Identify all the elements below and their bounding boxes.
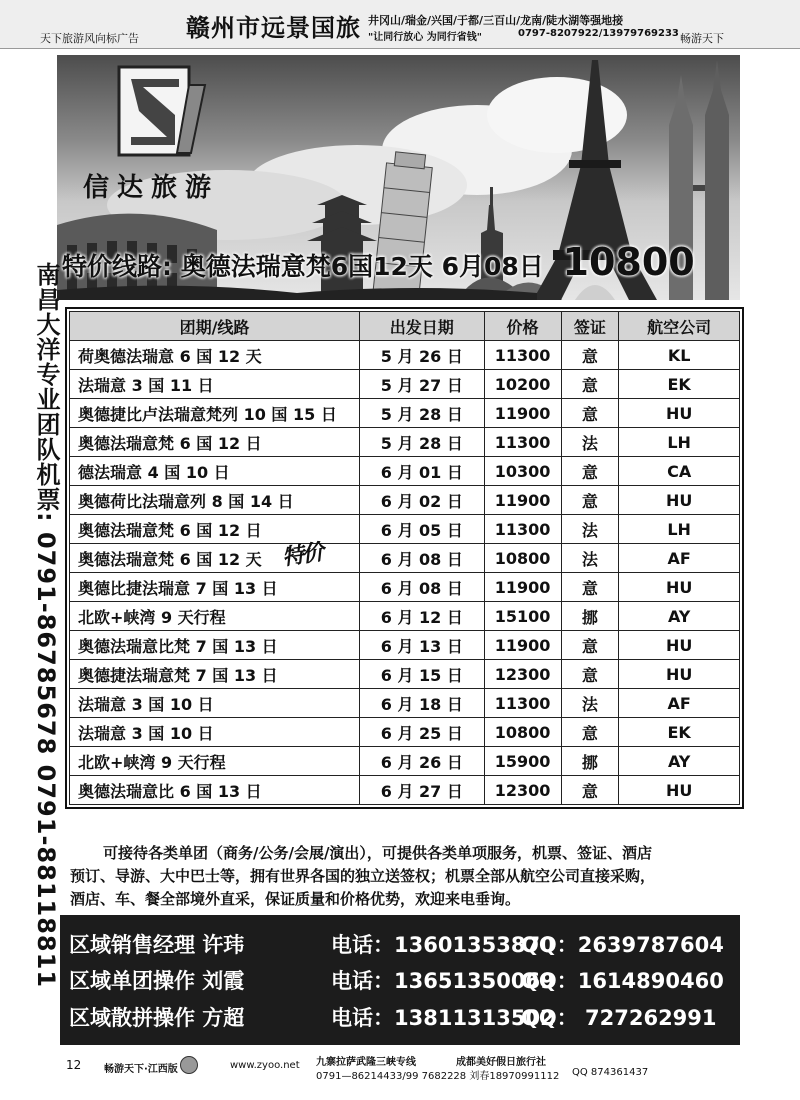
special-date: 6月08日 <box>441 252 544 281</box>
airline-cell: HU <box>619 399 740 428</box>
airline-cell: CA <box>619 457 740 486</box>
table-row <box>70 341 740 370</box>
airline-cell: AY <box>619 747 740 776</box>
price-cell: 11300 <box>484 341 561 370</box>
table-row <box>70 515 740 544</box>
date-cell: 6 月 08 日 <box>360 544 485 573</box>
table-row <box>70 399 740 428</box>
header-date: 出发日期 <box>360 312 485 341</box>
price-cell: 12300 <box>484 660 561 689</box>
airline-cell: EK <box>619 718 740 747</box>
visa-cell: 法 <box>561 515 619 544</box>
header-airline: 航空公司 <box>619 312 740 341</box>
route-cell: 荷奥德法瑞意 6 国 12 天 <box>70 341 360 370</box>
visa-cell: 意 <box>561 457 619 486</box>
table-row <box>70 631 740 660</box>
contact-role: 区域单团操作 刘霞 <box>69 969 245 993</box>
airline-cell: EK <box>619 370 740 399</box>
route-cell: 北欧+峡湾 9 天行程 <box>70 602 360 631</box>
special-offer-banner <box>62 240 695 284</box>
side-ticket-hotline: 南昌大洋专业团队机票: 0791-86785678 0791-88118811 <box>32 262 60 989</box>
date-cell: 6 月 25 日 <box>360 718 485 747</box>
date-cell: 5 月 28 日 <box>360 399 485 428</box>
footer-ad-agency: 成都美好假日旅行社 <box>456 1057 546 1068</box>
price-cell: 11900 <box>484 573 561 602</box>
price-cell: 11300 <box>484 689 561 718</box>
table-header-row <box>70 312 740 341</box>
date-cell: 6 月 08 日 <box>360 573 485 602</box>
date-cell: 5 月 26 日 <box>360 341 485 370</box>
route-cell <box>70 539 360 573</box>
header-route: 团期/线路 <box>70 312 360 341</box>
website-link[interactable]: www.zyoo.net <box>230 1060 300 1071</box>
table-row <box>70 486 740 515</box>
route-cell: 奥德捷比卢法瑞意梵列 10 国 15 日 <box>70 399 360 428</box>
route-cell: 奥德法瑞意比梵 7 国 13 日 <box>70 631 360 660</box>
publication-name: 畅游天下·江西版 <box>104 1064 178 1075</box>
visa-cell: 法 <box>561 689 619 718</box>
price-cell: 11900 <box>484 486 561 515</box>
date-cell: 6 月 01 日 <box>360 457 485 486</box>
price-cell: 15900 <box>484 747 561 776</box>
date-cell: 6 月 18 日 <box>360 689 485 718</box>
header-phone: 0797-8207922/13979769233 <box>518 28 679 39</box>
contact-qq: QQ：1614890460 <box>521 969 724 993</box>
date-cell: 6 月 05 日 <box>360 515 485 544</box>
airline-cell: KL <box>619 341 740 370</box>
route-cell: 奥德法瑞意梵 6 国 12 日 <box>70 428 360 457</box>
description-line: 预订、导游、大中巴士等，拥有世界各国的独立送签权；机票全部从航空公司直接采购， <box>70 867 656 885</box>
airline-cell: AF <box>619 689 740 718</box>
airline-cell: AY <box>619 602 740 631</box>
header-brand: 赣州市远景国旅 <box>186 14 361 42</box>
price-cell: 11300 <box>484 428 561 457</box>
header-routes: 井冈山/瑞金/兴国/于都/三百山/龙南/陡水湖等强地接 <box>368 14 624 27</box>
airline-cell: HU <box>619 573 740 602</box>
contact-qq: QQ： 727262991 <box>521 1006 717 1030</box>
price-cell: 11300 <box>484 515 561 544</box>
visa-cell: 法 <box>561 428 619 457</box>
contact-phone: 电话：13601353870 <box>331 933 555 957</box>
route-cell: 奥德比捷法瑞意 7 国 13 日 <box>70 573 360 602</box>
table-row <box>70 718 740 747</box>
table-row <box>70 370 740 399</box>
special-label: 特价线路: <box>62 252 172 281</box>
visa-cell: 意 <box>561 776 619 805</box>
price-cell: 10200 <box>484 370 561 399</box>
route-cell: 奥德法瑞意比 6 国 13 日 <box>70 776 360 805</box>
contact-phone: 电话：13811313502 <box>331 1006 555 1030</box>
visa-cell: 意 <box>561 486 619 515</box>
visa-cell: 意 <box>561 399 619 428</box>
date-cell: 6 月 27 日 <box>360 776 485 805</box>
service-description <box>70 842 750 911</box>
footer-ad-phones: 0791—86214433/99 7682228 刘春18970991112 <box>316 1071 560 1082</box>
special-price-badge: 特价 <box>280 539 324 571</box>
date-cell: 6 月 12 日 <box>360 602 485 631</box>
header-tag-left: 天下旅游风向标广告 <box>40 32 139 45</box>
logo-mark-icon <box>117 65 207 160</box>
footer-ad-qq: QQ 874361437 <box>572 1067 649 1078</box>
airline-cell: AF <box>619 544 740 573</box>
table-row <box>70 457 740 486</box>
visa-cell: 挪 <box>561 747 619 776</box>
date-cell: 6 月 26 日 <box>360 747 485 776</box>
page-footer <box>0 1050 800 1100</box>
airline-cell: HU <box>619 776 740 805</box>
date-cell: 5 月 28 日 <box>360 428 485 457</box>
visa-cell: 意 <box>561 631 619 660</box>
table-row <box>70 602 740 631</box>
header-tag-right: 畅游天下 <box>680 32 724 45</box>
table-row <box>70 573 740 602</box>
table-row <box>70 660 740 689</box>
visa-cell: 意 <box>561 660 619 689</box>
table-row <box>70 689 740 718</box>
date-cell: 5 月 27 日 <box>360 370 485 399</box>
price-cell: 11900 <box>484 631 561 660</box>
price-cell: 12300 <box>484 776 561 805</box>
contact-role: 区域散拼操作 方超 <box>69 1006 245 1030</box>
date-cell: 6 月 13 日 <box>360 631 485 660</box>
price-cell: 11900 <box>484 399 561 428</box>
airline-cell: HU <box>619 631 740 660</box>
description-line: 酒店、车、餐全部境外直采，保证质量和价格优势，欢迎来电垂询。 <box>70 890 521 908</box>
visa-cell: 意 <box>561 573 619 602</box>
price-cell: 10800 <box>484 718 561 747</box>
contact-box <box>60 915 740 1045</box>
special-price: 10800 <box>562 240 695 284</box>
special-route: 奥德法瑞意梵6国12天 <box>180 252 433 281</box>
tour-schedule-table <box>65 307 744 809</box>
table-row <box>70 776 740 805</box>
table-row <box>70 428 740 457</box>
header-visa: 签证 <box>561 312 619 341</box>
route-cell: 法瑞意 3 国 10 日 <box>70 718 360 747</box>
visa-cell: 意 <box>561 718 619 747</box>
company-name: 信达旅游 <box>83 173 220 203</box>
page-number: 12 <box>66 1058 82 1072</box>
visa-cell: 挪 <box>561 602 619 631</box>
route-cell: 北欧+峡湾 9 天行程 <box>70 747 360 776</box>
route-cell: 德法瑞意 4 国 10 日 <box>70 457 360 486</box>
visa-cell: 意 <box>561 370 619 399</box>
price-cell: 10800 <box>484 544 561 573</box>
route-cell: 奥德捷法瑞意梵 7 国 13 日 <box>70 660 360 689</box>
route-cell: 法瑞意 3 国 10 日 <box>70 689 360 718</box>
route-text: 奥德法瑞意梵 6 国 12 天 <box>78 549 262 569</box>
header-price: 价格 <box>484 312 561 341</box>
header-slogan: "让同行放心 为同行省钱" <box>368 32 482 43</box>
airline-cell: LH <box>619 428 740 457</box>
airline-cell: HU <box>619 486 740 515</box>
visa-cell: 法 <box>561 544 619 573</box>
header-strip <box>0 0 800 49</box>
table-row-featured <box>70 544 740 573</box>
date-cell: 6 月 15 日 <box>360 660 485 689</box>
route-cell: 奥德法瑞意梵 6 国 12 日 <box>70 515 360 544</box>
contact-qq: QQ：2639787604 <box>521 933 724 957</box>
price-cell: 15100 <box>484 602 561 631</box>
company-logo <box>117 65 207 160</box>
visa-cell: 意 <box>561 341 619 370</box>
table-row <box>70 747 740 776</box>
footer-ad-routes: 九寨拉萨武隆三峡专线 <box>316 1057 416 1068</box>
contact-role: 区域销售经理 许玮 <box>69 933 245 957</box>
contact-phone: 电话：13651350069 <box>331 969 555 993</box>
publication-seal-icon <box>180 1056 198 1074</box>
price-cell: 10300 <box>484 457 561 486</box>
date-cell: 6 月 02 日 <box>360 486 485 515</box>
route-cell: 奥德荷比法瑞意列 8 国 14 日 <box>70 486 360 515</box>
description-line: 可接待各类单团（商务/公务/会展/演出），可提供各类单项服务，机票、签证、酒店 <box>103 844 652 862</box>
route-cell: 法瑞意 3 国 11 日 <box>70 370 360 399</box>
airline-cell: HU <box>619 660 740 689</box>
airline-cell: LH <box>619 515 740 544</box>
